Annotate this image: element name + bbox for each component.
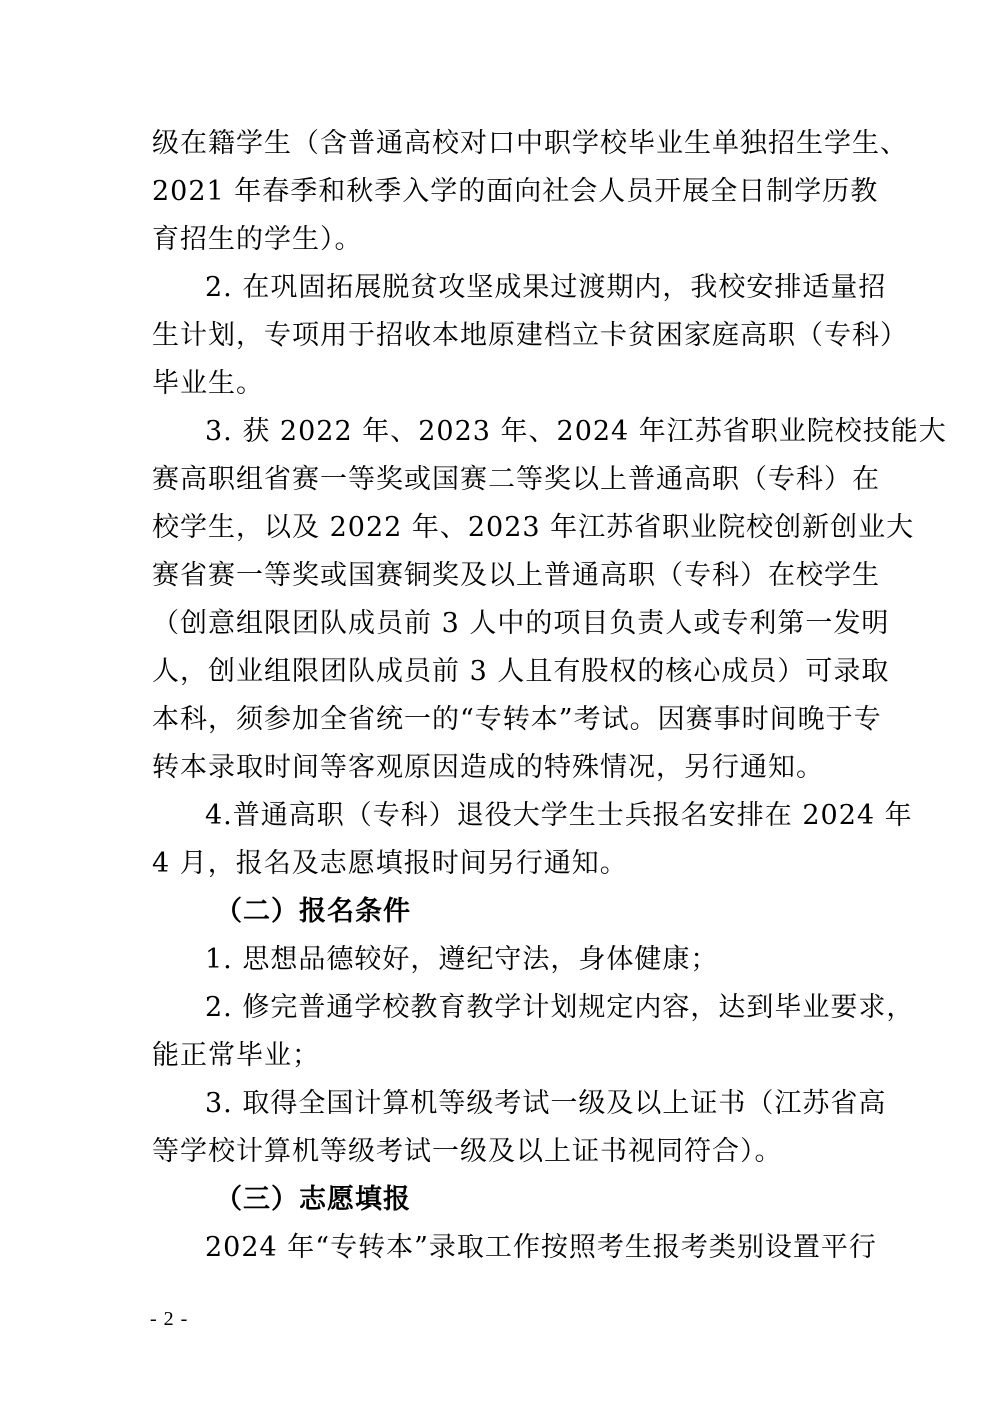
paragraph-line: 级在籍学生（含普通高校对口中职学校毕业生单独招生学生、 [152, 128, 908, 159]
paragraph-line: 2021 年春季和秋季入学的面向社会人员开展全日制学历教 [152, 176, 879, 207]
page-number: - 2 - [150, 1308, 189, 1330]
paragraph-line: 2. 在巩固拓展脱贫攻坚成果过渡期内，我校安排适量招 [205, 272, 887, 303]
paragraph-line: 赛高职组省赛一等奖或国赛二等奖以上普通高职（专科）在 [152, 464, 880, 495]
paragraph-line: 本科，须参加全省统一的“专转本”考试。因赛事时间晚于专 [152, 704, 882, 735]
paragraph-line: 4.普通高职（专科）退役大学生士兵报名安排在 2024 年 [205, 800, 913, 831]
paragraph-line: （创意组限团队成员前 3 人中的项目负责人或专利第一发明 [152, 608, 890, 639]
paragraph-line: 育招生的学生）。 [152, 224, 363, 255]
paragraph-line: 转本录取时间等客观原因造成的特殊情况，另行通知。 [152, 752, 824, 783]
paragraph-line: 校学生，以及 2022 年、2023 年江苏省职业院校创新创业大 [152, 512, 915, 543]
section-heading: （三）志愿填报 [215, 1184, 411, 1215]
paragraph-line: 3. 获 2022 年、2023 年、2024 年江苏省职业院校技能大 [205, 416, 947, 447]
paragraph-line: 生计划，专项用于招收本地原建档立卡贫困家庭高职（专科） [152, 320, 908, 351]
section-heading: （二）报名条件 [215, 896, 411, 927]
paragraph-line: 人，创业组限团队成员前 3 人且有股权的核心成员）可录取 [152, 656, 890, 687]
paragraph-line: 2. 修完普通学校教育教学计划规定内容，达到毕业要求， [205, 992, 915, 1023]
paragraph-line: 4 月，报名及志愿填报时间另行通知。 [152, 848, 628, 879]
paragraph-line: 能正常毕业； [152, 1040, 320, 1071]
paragraph-line: 1. 思想品德较好，遵纪守法，身体健康； [205, 944, 719, 975]
paragraph-line: 赛省赛一等奖或国赛铜奖及以上普通高职（专科）在校学生 [152, 560, 880, 591]
paragraph-line: 3. 取得全国计算机等级考试一级及以上证书（江苏省高 [205, 1088, 887, 1119]
paragraph-line: 等学校计算机等级考试一级及以上证书视同符合）。 [152, 1136, 783, 1167]
paragraph-line: 2024 年“专转本”录取工作按照考生报考类别设置平行 [205, 1232, 877, 1263]
paragraph-line: 毕业生。 [152, 368, 264, 399]
